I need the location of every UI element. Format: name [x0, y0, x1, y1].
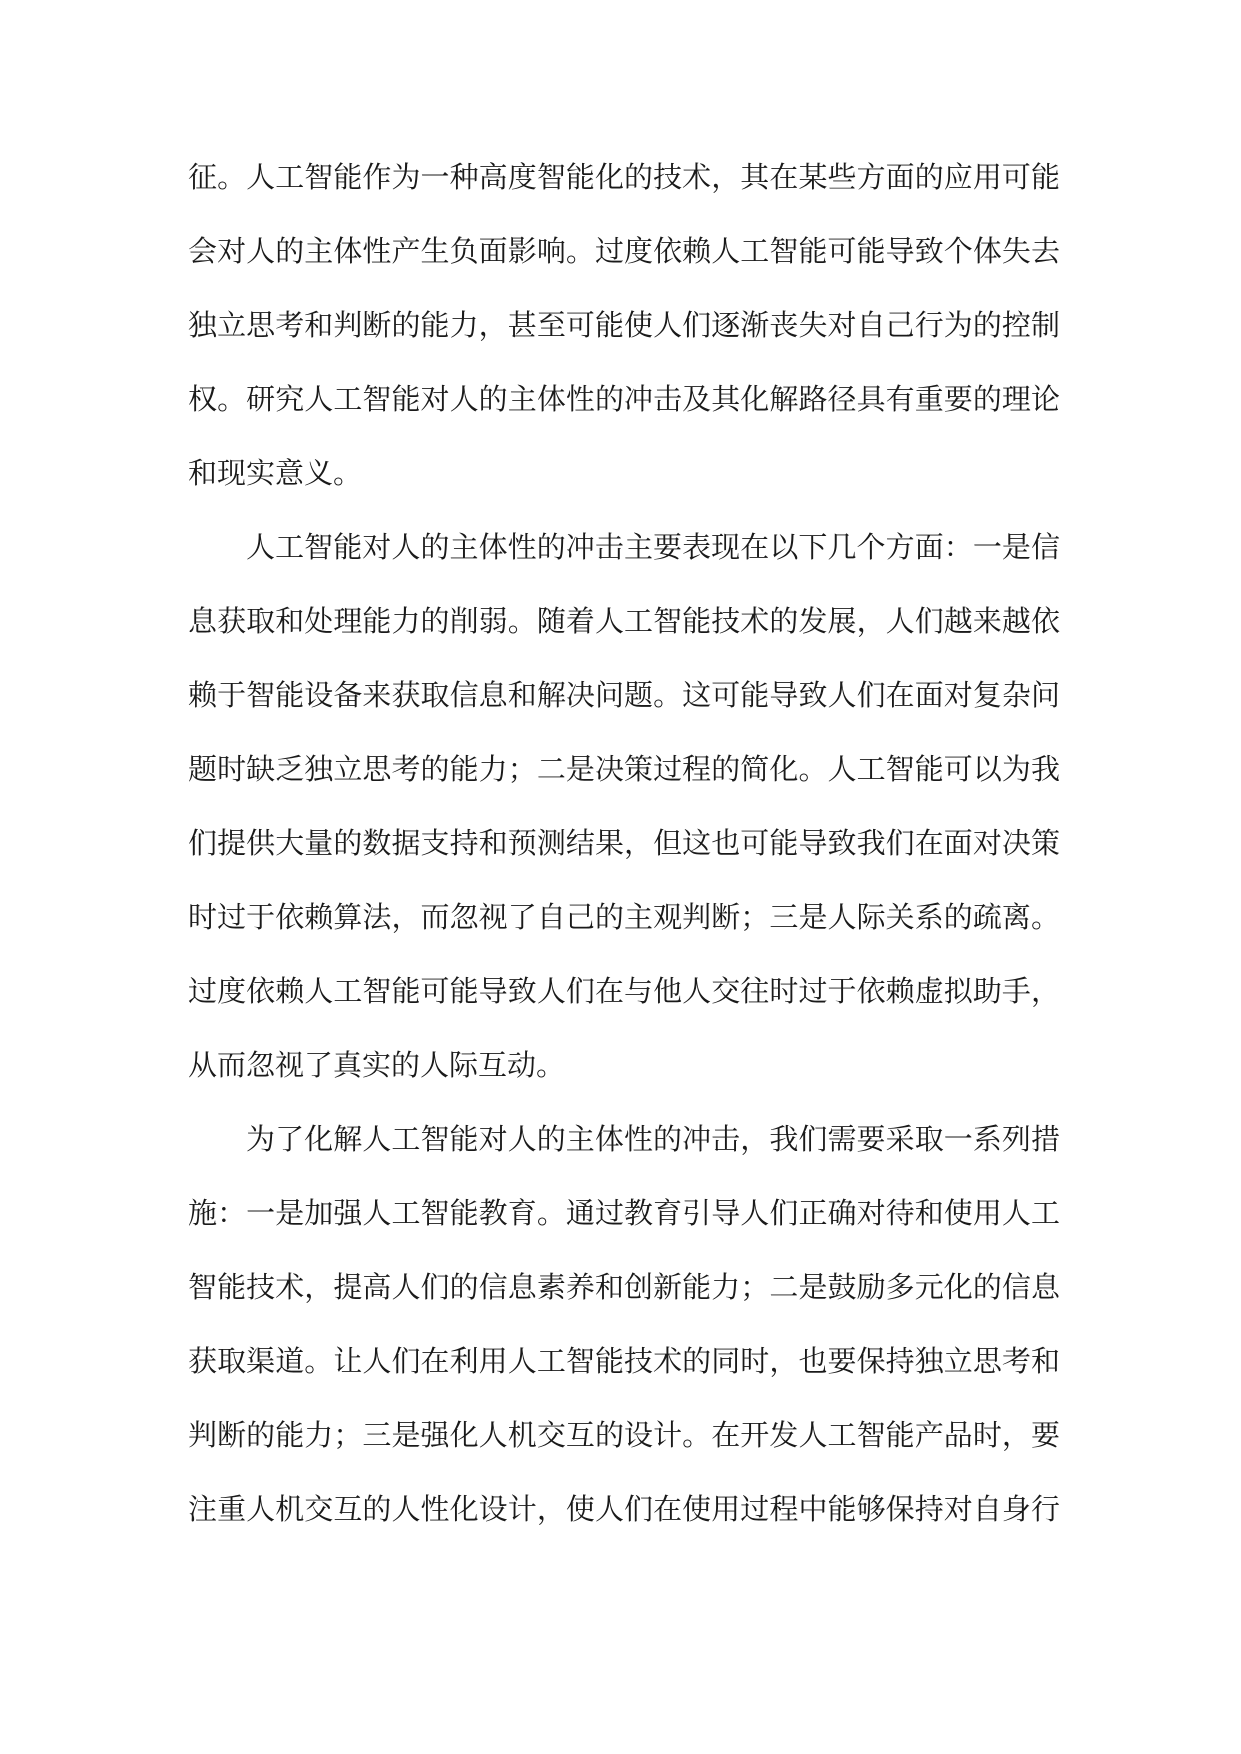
paragraph-1 — [188, 140, 1060, 510]
paragraph-3 — [188, 1102, 1060, 1546]
text-line: 赖于智能设备来获取信息和解决问题。这可能导致人们在面对复杂问 — [188, 678, 1060, 712]
text-line: 智能技术，提高人们的信息素养和创新能力；二是鼓励多元化的信息 — [188, 1270, 1060, 1304]
text-line: 征。人工智能作为一种高度智能化的技术，其在某些方面的应用可能 — [188, 160, 1060, 194]
body-text — [188, 140, 1060, 1546]
text-line: 息获取和处理能力的削弱。随着人工智能技术的发展，人们越来越依 — [188, 604, 1060, 638]
text-line: 时过于依赖算法，而忽视了自己的主观判断；三是人际关系的疏离。 — [188, 900, 1060, 934]
text-line: 会对人的主体性产生负面影响。过度依赖人工智能可能导致个体失去 — [188, 234, 1060, 268]
text-line: 判断的能力；三是强化人机交互的设计。在开发人工智能产品时，要 — [188, 1418, 1060, 1452]
text-line: 施：一是加强人工智能教育。通过教育引导人们正确对待和使用人工 — [188, 1196, 1060, 1230]
paragraph-2 — [188, 510, 1060, 1102]
text-line: 权。研究人工智能对人的主体性的冲击及其化解路径具有重要的理论 — [188, 382, 1060, 416]
text-line: 从而忽视了真实的人际互动。 — [188, 1048, 566, 1082]
text-line: 过度依赖人工智能可能导致人们在与他人交往时过于依赖虚拟助手， — [188, 974, 1060, 1008]
text-line: 独立思考和判断的能力，甚至可能使人们逐渐丧失对自己行为的控制 — [188, 308, 1060, 342]
text-line: 和现实意义。 — [188, 456, 363, 490]
text-line: 人工智能对人的主体性的冲击主要表现在以下几个方面：一是信 — [246, 530, 1060, 564]
text-line: 注重人机交互的人性化设计，使人们在使用过程中能够保持对自身行 — [188, 1492, 1060, 1526]
text-line: 获取渠道。让人们在利用人工智能技术的同时，也要保持独立思考和 — [188, 1344, 1060, 1378]
text-line: 为了化解人工智能对人的主体性的冲击，我们需要采取一系列措 — [246, 1122, 1060, 1156]
text-line: 题时缺乏独立思考的能力；二是决策过程的简化。人工智能可以为我 — [188, 752, 1060, 786]
text-line: 们提供大量的数据支持和预测结果，但这也可能导致我们在面对决策 — [188, 826, 1060, 860]
